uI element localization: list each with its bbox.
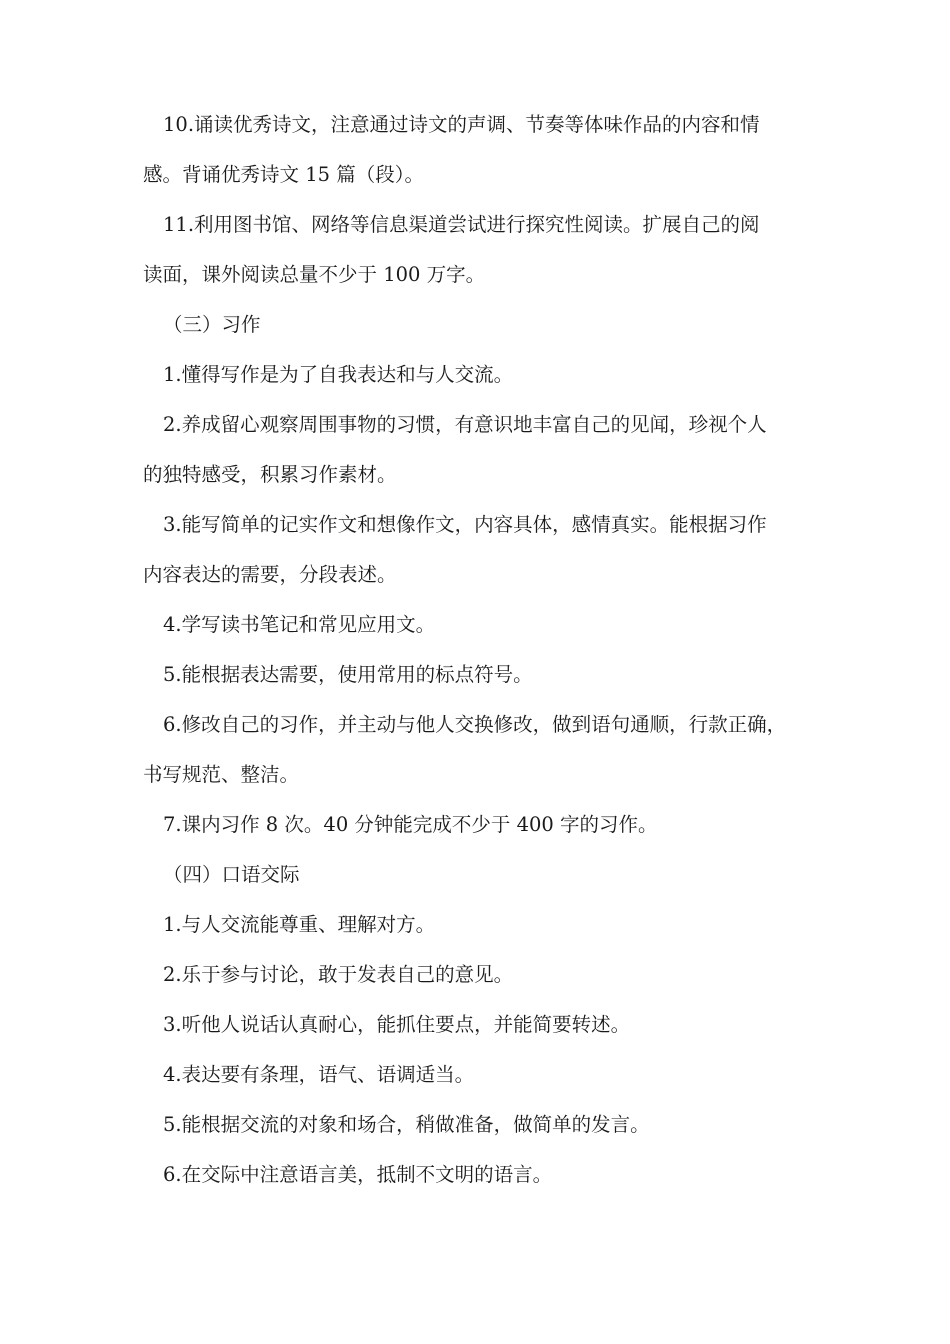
oral-item-1: 1.与人交流能尊重、理解对方。 <box>163 913 436 936</box>
writing-item-6-line-2: 书写规范、整洁。 <box>143 763 300 786</box>
paragraph-11-line-2: 读面，课外阅读总量不少于 100 万字。 <box>143 263 486 286</box>
paragraph-10-line-2: 感。背诵优秀诗文 15 篇（段）。 <box>143 163 424 186</box>
section-heading-writing: （三）习作 <box>163 313 261 336</box>
writing-item-2-line-2: 的独特感受，积累习作素材。 <box>143 463 397 486</box>
oral-item-4: 4.表达要有条理，语气、语调适当。 <box>163 1063 475 1086</box>
oral-item-5: 5.能根据交流的对象和场合，稍做准备，做简单的发言。 <box>163 1113 650 1136</box>
writing-item-4: 4.学写读书笔记和常见应用文。 <box>163 613 436 636</box>
oral-item-3: 3.听他人说话认真耐心，能抓住要点，并能简要转述。 <box>163 1013 631 1036</box>
oral-item-6: 6.在交际中注意语言美，抵制不文明的语言。 <box>163 1163 553 1186</box>
writing-item-7: 7.课内习作 8 次。40 分钟能完成不少于 400 字的习作。 <box>163 813 658 836</box>
writing-item-3-line-2: 内容表达的需要，分段表述。 <box>143 563 397 586</box>
oral-item-2: 2.乐于参与讨论，敢于发表自己的意见。 <box>163 963 514 986</box>
paragraph-10-line-1: 10.诵读优秀诗文，注意通过诗文的声调、节奏等体味作品的内容和情 <box>163 113 760 136</box>
writing-item-2-line-1: 2.养成留心观察周围事物的习惯，有意识地丰富自己的见闻，珍视个人 <box>163 413 767 436</box>
writing-item-1: 1.懂得写作是为了自我表达和与人交流。 <box>163 363 514 386</box>
section-heading-oral-communication: （四）口语交际 <box>163 863 300 886</box>
writing-item-6-line-1: 6.修改自己的习作，并主动与他人交换修改，做到语句通顺，行款正确， <box>163 713 787 736</box>
writing-item-5: 5.能根据表达需要，使用常用的标点符号。 <box>163 663 533 686</box>
writing-item-3-line-1: 3.能写简单的记实作文和想像作文，内容具体，感情真实。能根据习作 <box>163 513 767 536</box>
paragraph-11-line-1: 11.利用图书馆、网络等信息渠道尝试进行探究性阅读。扩展自己的阅 <box>163 213 760 236</box>
